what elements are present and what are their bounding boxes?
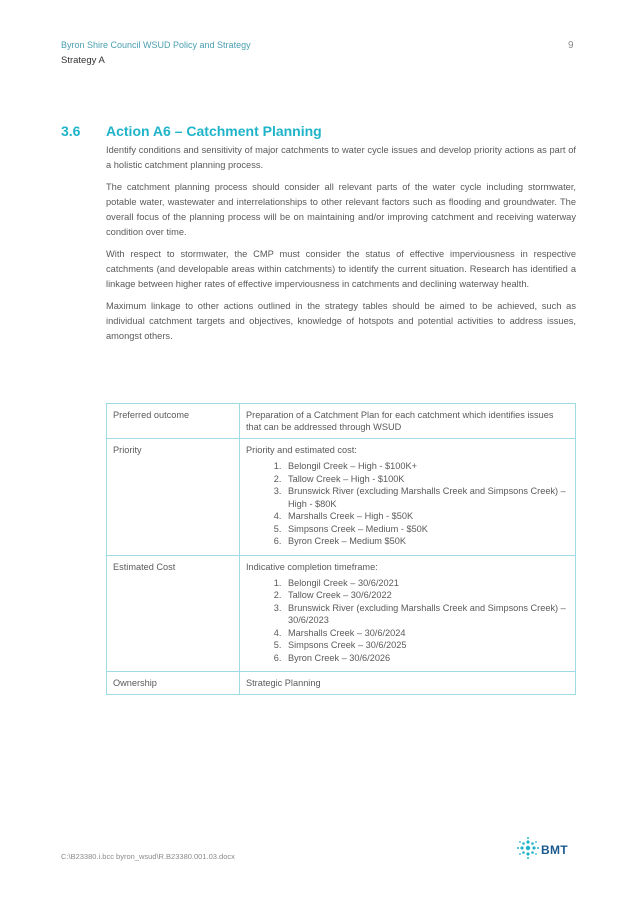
- paragraph: Maximum linkage to other actions outlined in the strategy tables should be aimed to be achieved, such as individual catchment targets and objectives, knowledge of hotspots and potential activities to address issues, amongst others.: [106, 301, 576, 341]
- priority-list: [246, 460, 569, 548]
- table-row: [107, 672, 576, 695]
- list-item: 5. Simpsons Creek – 30/6/2025: [284, 639, 569, 652]
- row-value-ownership: Strategic Planning: [240, 672, 576, 695]
- header-title: Byron Shire Council WSUD Policy and Strategy: [61, 40, 251, 50]
- row-label-ownership: Ownership: [107, 672, 240, 695]
- list-item: 2. Tallow Creek – High - $100K: [284, 473, 569, 486]
- list-item: 1. Belongil Creek – High - $100K+: [284, 460, 569, 473]
- footer-file-path: C:\B23380.i.bcc byron_wsud\R.B23380.001.03.docx: [61, 852, 235, 861]
- list-item: 6. Byron Creek – 30/6/2026: [284, 652, 569, 665]
- priority-intro: Priority and estimated cost:: [246, 445, 357, 455]
- list-item: 4. Marshalls Creek – 30/6/2024: [284, 627, 569, 640]
- row-label-estimated-cost: Estimated Cost: [107, 555, 240, 672]
- list-item: 1. Belongil Creek – 30/6/2021: [284, 577, 569, 590]
- table-row: [107, 404, 576, 439]
- header-subtitle: Strategy A: [61, 55, 105, 66]
- list-item: 4. Marshalls Creek – High - $50K: [284, 510, 569, 523]
- row-label-priority: Priority: [107, 439, 240, 556]
- row-value-preferred-outcome: Preparation of a Catchment Plan for each catchment which identifies issues that can be addressed through WSUD: [240, 404, 576, 439]
- table-row: [107, 439, 576, 556]
- paragraph: The catchment planning process should consider all relevant parts of the water cycle including stormwater, potable water, wastewater and interrelationships to other relevant factors such as flooding and groundwater. The overall focus of the planning process will be on maintaining and/or improving catchment and receiving waterway condition over time.: [106, 182, 576, 237]
- timeframe-intro: Indicative completion timeframe:: [246, 561, 378, 572]
- list-item: 3. Brunswick River (excluding Marshalls Creek and Simpsons Creek) – 30/6/2023: [284, 602, 569, 627]
- list-item: 5. Simpsons Creek – Medium - $50K: [284, 523, 569, 536]
- body-text: [106, 143, 576, 351]
- row-value-estimated-cost: [240, 555, 576, 672]
- row-value-priority: [240, 439, 576, 556]
- timeframe-list: [246, 577, 569, 665]
- section-title: Action A6 – Catchment Planning: [106, 123, 322, 139]
- table-row: [107, 555, 576, 672]
- paragraph: With respect to stormwater, the CMP must consider the status of effective imperviousness in respective catchments (and developable areas within catchments) to identify the current situation. Research has identified a linkage between higher rates of effective imperviousness in catchments and declining waterway health.: [106, 249, 576, 289]
- page-number: 9: [568, 40, 574, 51]
- list-item: 3. Brunswick River (excluding Marshalls Creek and Simpsons Creek) – High - $80K: [284, 485, 569, 510]
- list-item: 2. Tallow Creek – 30/6/2022: [284, 589, 569, 602]
- list-item: 6. Byron Creek – Medium $50K: [284, 535, 569, 548]
- action-table: [106, 403, 576, 695]
- section-number: 3.6: [61, 123, 81, 139]
- bmt-logo-text: BMT: [541, 843, 568, 857]
- row-label-preferred-outcome: Preferred outcome: [107, 404, 240, 439]
- paragraph: Identify conditions and sensitivity of major catchments to water cycle issues and develop priority actions as part of a holistic catchment planning process.: [106, 145, 576, 170]
